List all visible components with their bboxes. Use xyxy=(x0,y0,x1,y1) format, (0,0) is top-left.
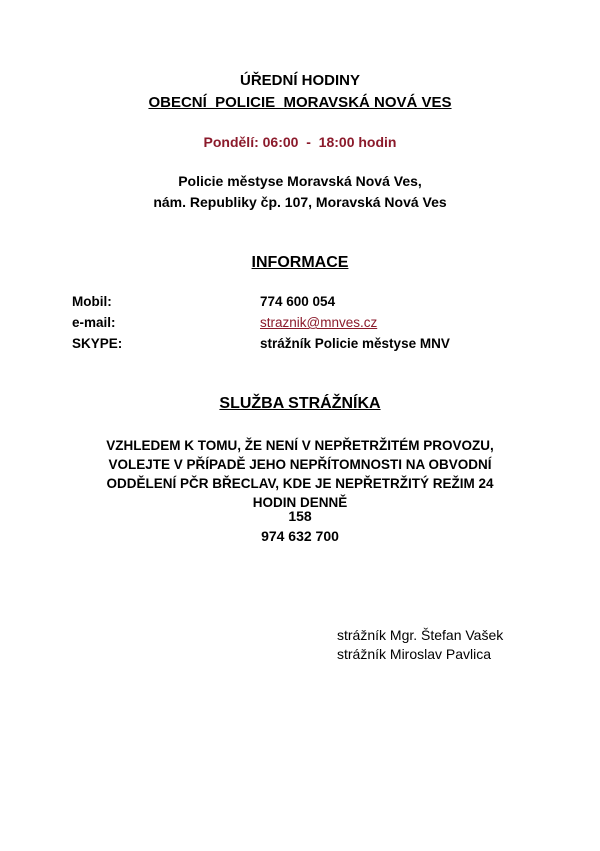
info-label: SKYPE: xyxy=(72,336,123,351)
signature-line-1: strážník Mgr. Štefan Vašek xyxy=(337,627,504,643)
informace-heading xyxy=(0,254,600,272)
page-title: ÚŘEDNÍ HODINY xyxy=(239,72,360,89)
info-label: e-mail: xyxy=(72,315,116,330)
address-line-1: Policie městyse Moravská Nová Ves, xyxy=(178,173,422,189)
signature-line-2: strážník Miroslav Pavlica xyxy=(337,646,492,662)
office-hours: Pondělí: 06:00 - 18:00 hodin xyxy=(203,134,397,150)
service-notice: VZHLEDEM K TOMU, ŽE NENÍ V NEPŘETRŽITÉM PROVOZU, VOLEJTE V PŘÍPADĚ JEHO NEPŘÍTOMNOSTI NA OBVODNÍ ODDĚLENÍ PČR BŘECLAV, KDE JE NEPŘETRŽITÝ REŽIM 24 HODIN DENNĚ xyxy=(106,438,494,510)
info-label: Mobil: xyxy=(72,294,112,309)
page-subtitle xyxy=(0,94,600,111)
address-line-2: nám. Republiky čp. 107, Moravská Nová Ves xyxy=(153,194,447,210)
sluzba-heading-text: SLUŽBA STRÁŽNÍKA xyxy=(219,395,381,412)
phone-number-emergency: 158 xyxy=(288,508,312,524)
info-value: 774 600 054 xyxy=(260,294,336,309)
informace-heading-text: INFORMACE xyxy=(251,254,349,271)
subtitle-text: OBECNÍ POLICIE MORAVSKÁ NOVÁ VES xyxy=(148,94,452,111)
sluzba-heading xyxy=(0,395,600,413)
email-link[interactable]: straznik@mnves.cz xyxy=(260,315,378,330)
info-value: strážník Policie městyse MNV xyxy=(260,336,450,351)
phone-number-district: 974 632 700 xyxy=(261,528,339,544)
